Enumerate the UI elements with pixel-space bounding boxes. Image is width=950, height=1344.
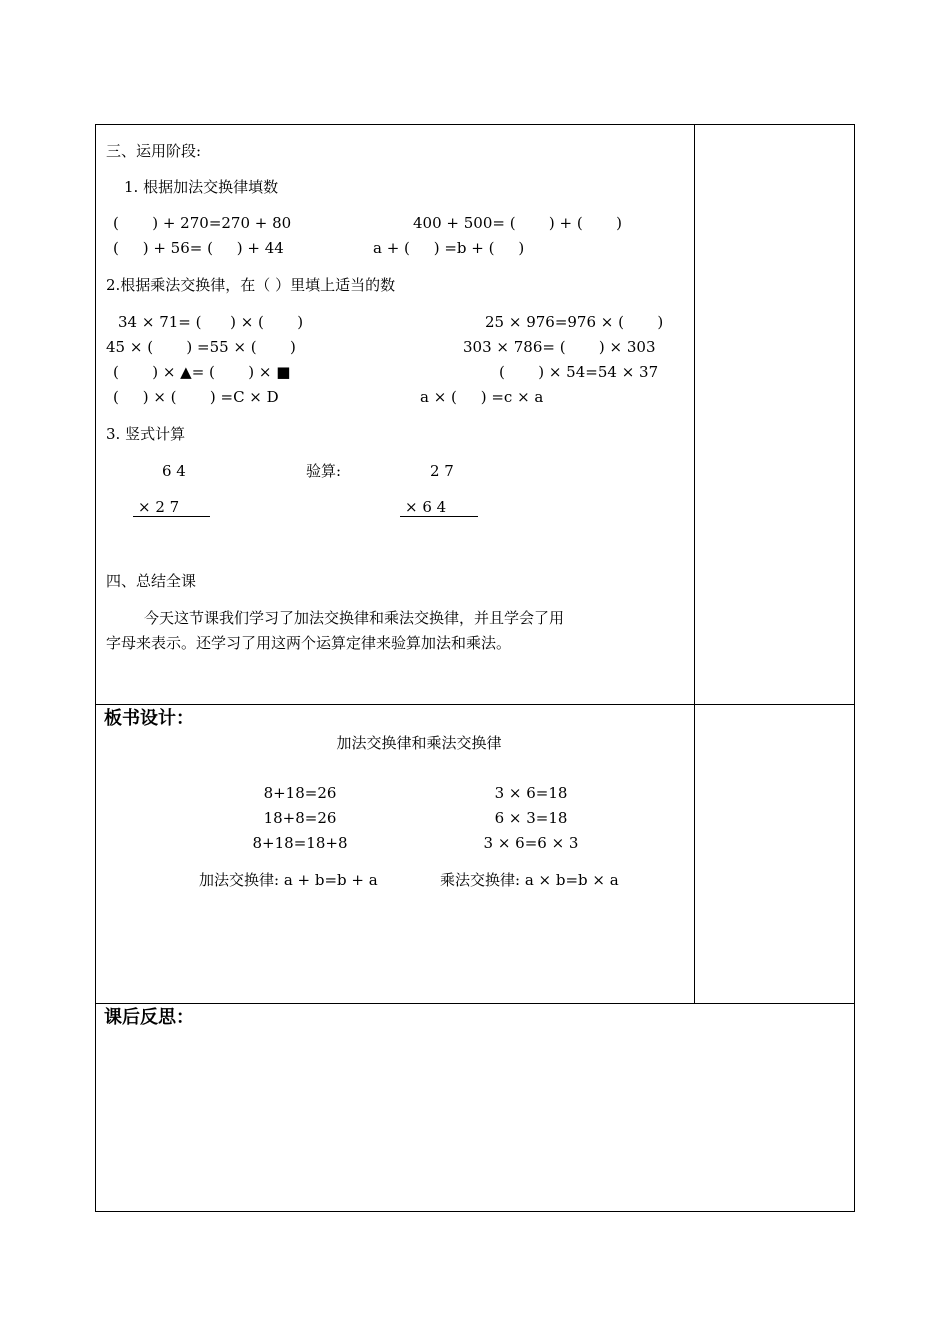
check-label: 验算: bbox=[306, 462, 342, 480]
summary-line1: 今天这节课我们学习了加法交换律和乘法交换律，并且学会了用 bbox=[144, 609, 565, 627]
mul-law: 乘法交换律: a × b=b × a bbox=[440, 871, 619, 889]
q1-row1-left: ( ) + 270=270 + 80 bbox=[113, 214, 292, 232]
mul-row-2: 6 × 3=18 bbox=[494, 809, 568, 827]
q2-row4-left: ( ) × ( ) =C × D bbox=[113, 388, 279, 406]
q1-row2-left: ( ) + 56= ( ) + 44 bbox=[113, 239, 284, 257]
board-heading: 板书设计： bbox=[104, 708, 194, 729]
row-divider-board bbox=[95, 704, 855, 705]
summary-line2: 字母来表示。还学习了用这两个运算定律来验算加法和乘法。 bbox=[106, 634, 512, 652]
add-row-3: 8+18=18+8 bbox=[252, 834, 348, 852]
q2-row3-left: ( ) × ▲= ( ) × ■ bbox=[113, 363, 291, 381]
q2-row2-right: 303 × 786= ( ) × 303 bbox=[463, 338, 656, 356]
q1-title: 1. 根据加法交换律填数 bbox=[124, 178, 279, 196]
row-divider-reflection bbox=[95, 1003, 855, 1004]
calc2-underline bbox=[400, 516, 478, 517]
add-row-1: 8+18=26 bbox=[263, 784, 337, 802]
add-row-2: 18+8=26 bbox=[263, 809, 337, 827]
q2-row4-right: a × ( ) =c × a bbox=[420, 388, 544, 406]
q3-title: 3. 竖式计算 bbox=[106, 425, 186, 443]
calc1-top: 6 4 bbox=[162, 462, 186, 480]
calc1-underline bbox=[133, 516, 210, 517]
calc1-bottom: × 2 7 bbox=[138, 498, 180, 516]
q2-row1-right: 25 × 976=976 × ( ) bbox=[485, 313, 664, 331]
section4-heading: 四、总结全课 bbox=[106, 572, 197, 590]
q2-row1-left: 34 × 71= ( ) × ( ) bbox=[118, 313, 304, 331]
mul-row-3: 3 × 6=6 × 3 bbox=[483, 834, 579, 852]
reflection-heading: 课后反思： bbox=[104, 1007, 194, 1028]
column-divider bbox=[694, 124, 695, 1004]
q1-row2-right: a + ( ) =b + ( ) bbox=[373, 239, 525, 257]
q2-row3-right: ( ) × 54=54 × 37 bbox=[499, 363, 659, 381]
section3-heading: 三、运用阶段: bbox=[106, 142, 202, 160]
mul-row-1: 3 × 6=18 bbox=[494, 784, 568, 802]
board-title: 加法交换律和乘法交换律 bbox=[336, 734, 502, 752]
q1-row1-right: 400 + 500= ( ) + ( ) bbox=[413, 214, 622, 232]
q2-row2-left: 45 × ( ) =55 × ( ) bbox=[106, 338, 296, 356]
q2-title: 2.根据乘法交换律，在（ ）里填上适当的数 bbox=[106, 276, 396, 294]
add-law: 加法交换律: a + b=b + a bbox=[199, 871, 378, 889]
calc2-top: 2 7 bbox=[430, 462, 454, 480]
calc2-bottom: × 6 4 bbox=[405, 498, 447, 516]
